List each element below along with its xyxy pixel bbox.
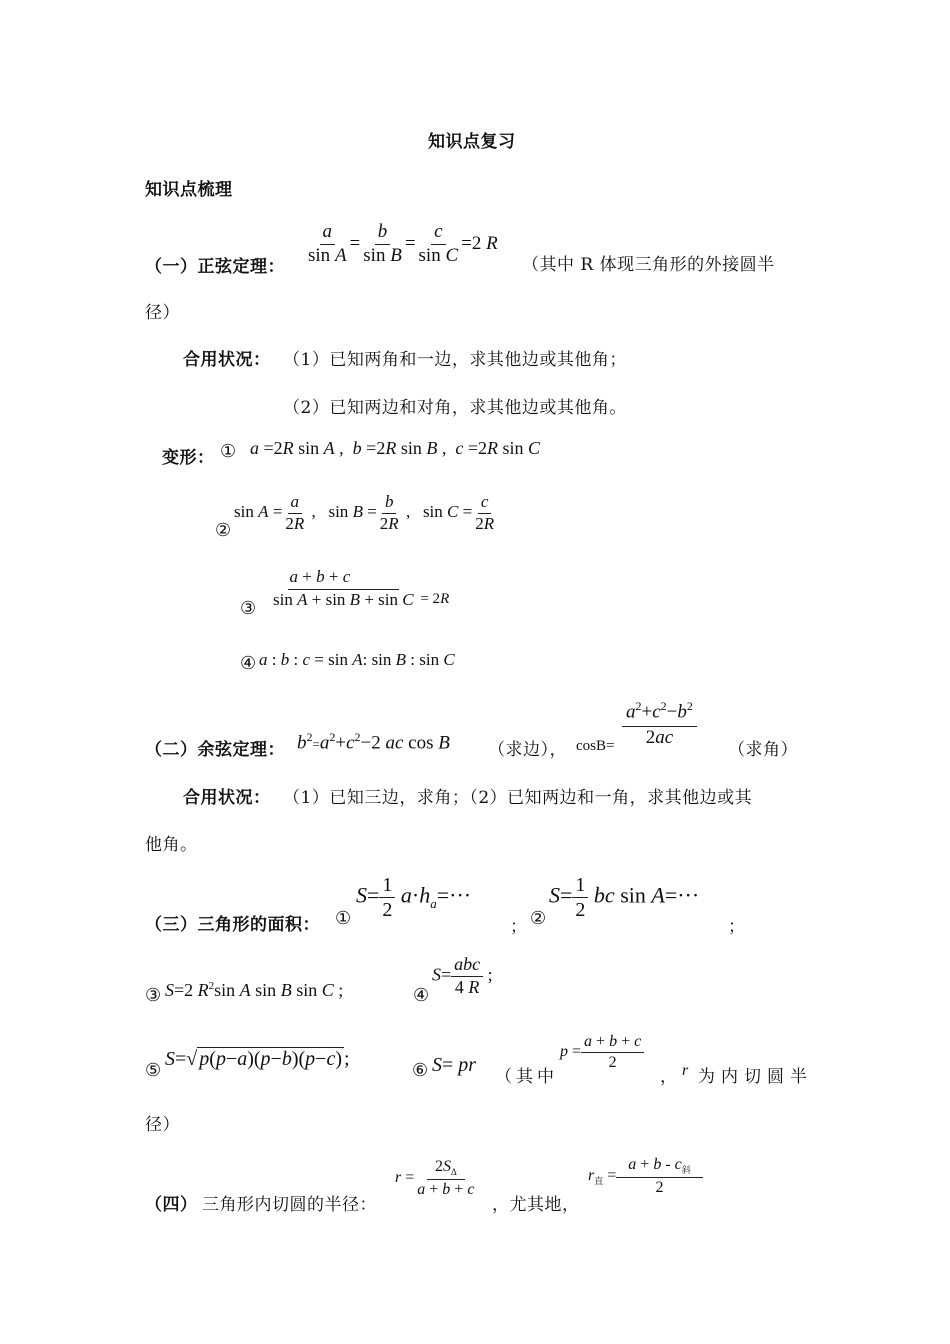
applies-case-1: （1）已知两角和一边，求其他边或其他角； bbox=[283, 350, 627, 370]
area-formula-3: S=2 $R^2\sin$ A sin B sin C ; bbox=[165, 980, 344, 1000]
r-symbol: r bbox=[682, 1062, 689, 1079]
note-prefix: （其中 bbox=[495, 1067, 558, 1087]
item-marker: ④ bbox=[413, 985, 430, 1006]
sine-law-formula: $\frac{a}{\text{sin A}}$ = $\frac{b}{\text{sin B}}$ = $\frac{c}{\text{sin C}}$ =2 R bbox=[308, 221, 498, 266]
variant-formula-3: $\frac{a + b + c}{\text{sin A + sin B + sin C}}$ = 2R bbox=[273, 567, 450, 609]
cosB-label: cosB= bbox=[576, 738, 615, 754]
applies-label: 合用状况： bbox=[183, 350, 271, 370]
area-formula-6: S= pr bbox=[432, 1054, 477, 1076]
inradius-formula: r = $\frac{2S_\Delta}{a + b + c}$ bbox=[395, 1158, 475, 1199]
item-marker: ② bbox=[215, 520, 232, 541]
item-marker: ⑤ bbox=[145, 1060, 162, 1081]
find-angle-note: （求角） bbox=[728, 740, 798, 760]
sine-law-label: （一）正弦定理： bbox=[145, 257, 285, 277]
sine-law-note-cont: 径） bbox=[145, 303, 180, 323]
item-marker: ② bbox=[530, 908, 547, 929]
note-suffix: 为内切圆半 bbox=[698, 1067, 813, 1087]
inradius-text: 三角形内切圆的半径： bbox=[202, 1195, 377, 1215]
sine-law-note: （其中 R 体现三角形的外接圆半 bbox=[522, 255, 775, 275]
cosine-law-label: （二）余弦定理： bbox=[145, 740, 285, 760]
especially-text: ，尤其地， bbox=[492, 1195, 580, 1215]
item-marker: ④ bbox=[240, 653, 257, 674]
item-marker: ① bbox=[335, 908, 352, 929]
variant-formula-2: sin A = $\frac{a}{2R}$ , sin B = $\frac{b}{2R}$ , sin C = $\frac{c}{2R}$ bbox=[234, 492, 495, 533]
variant-formula-4: a : b : c = sin A: sin B : sin C bbox=[259, 650, 455, 669]
page-title: 知识点复习 bbox=[428, 132, 516, 152]
section-heading: 知识点梳理 bbox=[145, 180, 233, 200]
cosine-law-formula: $b^2=a^2+c^2-2$ ac cos B bbox=[297, 730, 450, 754]
area-formula-5: S=√ p(p−a)(p−b)(p−c) ; bbox=[165, 1048, 350, 1070]
area-formula-1: S= $\frac{1}{2}$ $a\cdot h_a=\cdot\cdot\cdot$ bbox=[356, 874, 472, 921]
item-marker: ③ bbox=[240, 598, 257, 619]
comma: ， bbox=[660, 1067, 678, 1087]
area-label: （三）三角形的面积： bbox=[145, 915, 320, 935]
note-end: 径） bbox=[145, 1115, 180, 1135]
separator: ； bbox=[728, 917, 746, 937]
variants-label: 变形： bbox=[162, 448, 215, 468]
find-side-note: （求边）， bbox=[488, 740, 567, 760]
variant-formula-1: a =2R sin A , b =2R sin B , c =2R sin C bbox=[250, 438, 541, 458]
applies-text-cont: 他角。 bbox=[145, 835, 198, 855]
item-marker: ⑥ bbox=[412, 1060, 429, 1081]
right-triangle-inradius-formula: $r_直$ = $\frac{a + b - c_斜}{2}$ bbox=[588, 1156, 703, 1197]
area-formula-2: S= $\frac{1}{2}$ bc sin A=··· bbox=[549, 874, 700, 921]
area-formula-4: S= $\frac{\text{abc}}{4 R}$ ; bbox=[432, 954, 493, 997]
separator: ； bbox=[510, 917, 528, 937]
applies-text: （1）已知三边，求角；（2）已知两边和一角，求其他边或其 bbox=[283, 788, 753, 808]
inradius-label: （四） bbox=[145, 1195, 198, 1215]
applies-label: 合用状况： bbox=[183, 788, 271, 808]
item-marker: ① bbox=[220, 441, 237, 462]
applies-case-2: （2）已知两边和对角，求其他边或其他角。 bbox=[283, 398, 627, 418]
cosine-angle-formula: $\frac{a^2+c^2-b^2}{2ac}$ bbox=[622, 700, 697, 749]
semiperimeter-formula: p = $\frac{a + b + c}{2}$ bbox=[560, 1033, 644, 1071]
item-marker: ③ bbox=[145, 985, 162, 1006]
